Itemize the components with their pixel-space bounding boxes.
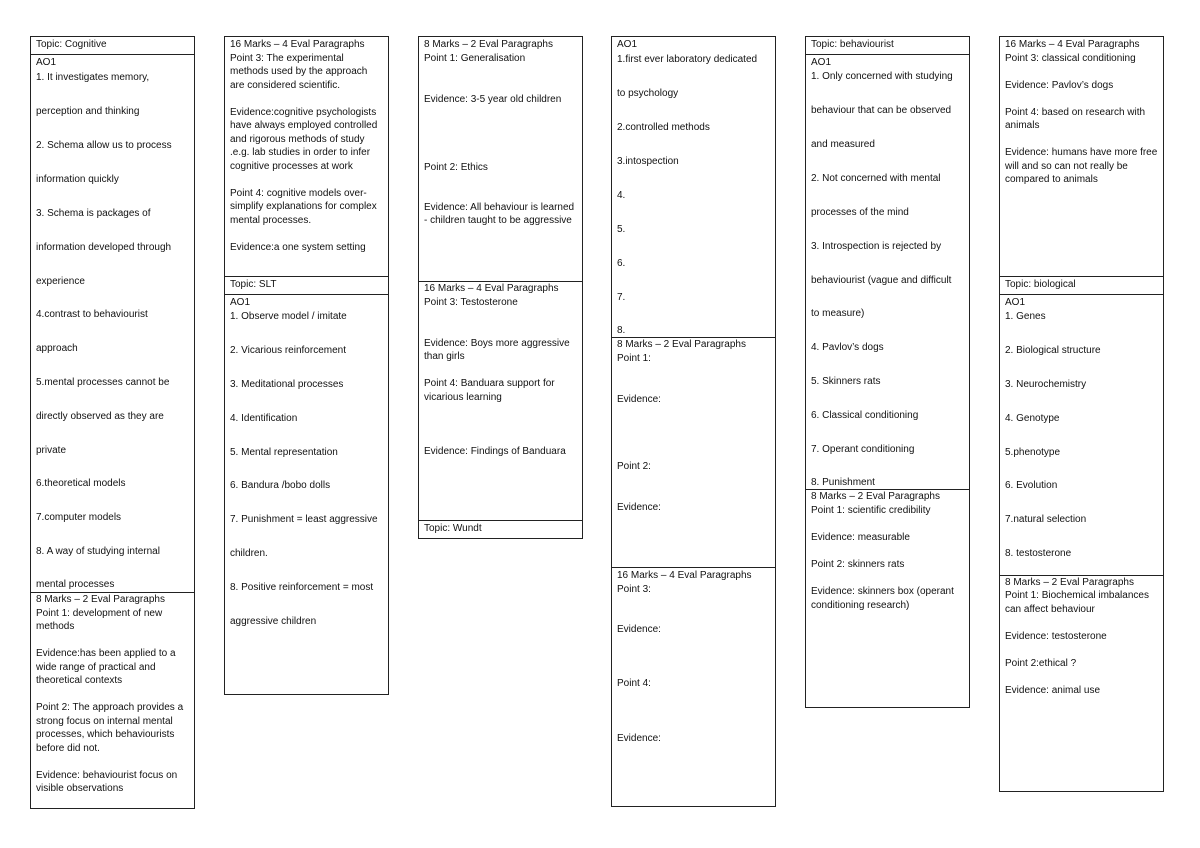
biological-ao1-line: 5.phenotype xyxy=(1005,447,1061,458)
biological-title: Topic: biological xyxy=(1005,279,1076,290)
slt-eval8-point: Point 2: Ethics xyxy=(424,162,488,173)
slt-eval8-evidence: Evidence: All behaviour is learned xyxy=(424,202,575,213)
behaviourist-ao1-label: AO1 xyxy=(811,57,832,68)
biological-ao1-line: 4. Genotype xyxy=(1005,413,1060,424)
behaviourist-eval-line: 8 Marks – 2 Eval Paragraphs xyxy=(811,491,940,502)
cognitive-eval16-line: .e.g. lab studies in order to infer xyxy=(230,147,371,158)
biological-ao1-line: 2. Biological structure xyxy=(1005,345,1101,356)
cognitive-eval16-line: simplify explanations for complex xyxy=(230,201,377,212)
biological-ao1-line: 1. Genes xyxy=(1005,311,1046,322)
slt-eval16-point: vicarious learning xyxy=(424,392,502,403)
cognitive-ao1-line: directly observed as they are xyxy=(36,411,164,422)
cognitive-eval-line: before did not. xyxy=(36,743,100,754)
cognitive-ao1-line: private xyxy=(36,445,67,456)
slt-eval8-evidence: Evidence: 3-5 year old children xyxy=(424,94,562,105)
behaviourist-ao1-line: processes of the mind xyxy=(811,207,909,218)
behaviourist-card xyxy=(805,36,970,708)
behaviourist-eval-line: Evidence: skinners box (operant xyxy=(811,586,954,597)
wundt-ao1-line: 3.intospection xyxy=(617,156,679,167)
behaviourist-eval16-line: Point 4: based on research with xyxy=(1005,107,1146,118)
cognitive-ao1-line: 5.mental processes cannot be xyxy=(36,377,170,388)
cognitive-eval-line: wide range of practical and xyxy=(36,662,156,673)
cognitive-eval-line: strong focus on internal mental xyxy=(36,716,173,727)
cognitive-ao1-line: experience xyxy=(36,276,85,287)
biological-eval-line: Point 2:ethical ? xyxy=(1005,658,1077,669)
wundt-eval16-header: 16 Marks – 4 Eval Paragraphs xyxy=(617,570,752,581)
slt-eval8-evidence: - children taught to be aggressive xyxy=(424,215,572,226)
behaviourist-eval16-line: compared to animals xyxy=(1005,174,1098,185)
cognitive-eval-line: theoretical contexts xyxy=(36,675,123,686)
cognitive-ao1-label: AO1 xyxy=(36,57,57,68)
behaviourist-eval16-line: Point 3: classical conditioning xyxy=(1005,53,1136,64)
cognitive-ao1-line: perception and thinking xyxy=(36,106,140,117)
slt-ao1-label: AO1 xyxy=(230,297,251,308)
wundt-eval16-evidence: Evidence: xyxy=(617,733,661,744)
cognitive-eval-line: processes, which behaviourists xyxy=(36,729,175,740)
behaviourist-eval16-line: animals xyxy=(1005,120,1040,131)
cognitive-eval-line: Point 1: development of new xyxy=(36,608,163,619)
behaviourist-eval-line: conditioning research) xyxy=(811,600,910,611)
slt-ao1-line: 2. Vicarious reinforcement xyxy=(230,345,346,356)
slt-eval8-header: 8 Marks – 2 Eval Paragraphs xyxy=(424,39,553,50)
divider xyxy=(419,281,582,282)
cognitive-eval16-line: Point 3: The experimental xyxy=(230,53,344,64)
wundt-ao1-line: 5. xyxy=(617,224,626,235)
wundt-eval8-point: Point 1: xyxy=(617,353,651,364)
wundt-eval8-header: 8 Marks – 2 Eval Paragraphs xyxy=(617,339,746,350)
slt-eval16-evidence: than girls xyxy=(424,351,465,362)
wundt-ao1-line: 7. xyxy=(617,292,626,303)
slt-ao1-line: 3. Meditational processes xyxy=(230,379,344,390)
biological-eval-line: Evidence: testosterone xyxy=(1005,631,1107,642)
behaviourist-title: Topic: behaviourist xyxy=(806,37,969,55)
behaviourist-ao1-line: 1. Only concerned with studying xyxy=(811,71,953,82)
wundt-ao1-line: 1.first ever laboratory dedicated xyxy=(617,54,758,65)
cognitive-eval16-line: Evidence:cognitive psychologists xyxy=(230,107,377,118)
behaviourist-ao1-line: behaviour that can be observed xyxy=(811,105,952,116)
behaviourist-eval-line: Point 1: scientific credibility xyxy=(811,505,931,516)
cognitive-title: Topic: Cognitive xyxy=(31,37,194,55)
slt-ao1-line: 4. Identification xyxy=(230,413,298,424)
wundt-eval8-point: Point 2: xyxy=(617,461,651,472)
slt-ao1-line: children. xyxy=(230,548,268,559)
divider xyxy=(612,567,775,568)
cognitive-eval-line: 8 Marks – 2 Eval Paragraphs xyxy=(36,594,165,605)
behaviourist-eval16-line: Evidence: humans have more free xyxy=(1005,147,1158,158)
cognitive-ao1-line: 1. It investigates memory, xyxy=(36,72,150,83)
slt-ao1-line: 6. Bandura /bobo dolls xyxy=(230,480,331,491)
cognitive-eval16-line: 16 Marks – 4 Eval Paragraphs xyxy=(230,39,365,50)
behaviourist-ao1-line: 5. Skinners rats xyxy=(811,376,881,387)
biological-eval-line: can affect behaviour xyxy=(1005,604,1095,615)
slt-eval16-evidence: Evidence: Findings of Banduara xyxy=(424,446,566,457)
biological-card xyxy=(999,36,1164,792)
cognitive-eval-line: Point 2: The approach provides a xyxy=(36,702,184,713)
divider xyxy=(419,520,582,521)
biological-ao1-line: 8. testosterone xyxy=(1005,548,1072,559)
divider xyxy=(1000,575,1163,576)
behaviourist-ao1-line: behaviourist (vague and difficult xyxy=(811,275,952,286)
wundt-card xyxy=(611,36,776,807)
cognitive-ao1-line: 8. A way of studying internal xyxy=(36,546,160,557)
behaviourist-ao1-line: 7. Operant conditioning xyxy=(811,444,915,455)
behaviourist-ao1-line: 2. Not concerned with mental xyxy=(811,173,941,184)
divider xyxy=(225,276,388,277)
wundt-eval8-evidence: Evidence: xyxy=(617,394,661,405)
cognitive-ao1-line: 2. Schema allow us to process xyxy=(36,140,172,151)
cognitive-eval-line: methods xyxy=(36,621,75,632)
behaviourist-eval-line: Point 2: skinners rats xyxy=(811,559,905,570)
biological-eval-line: Evidence: animal use xyxy=(1005,685,1101,696)
behaviourist-eval-line: Evidence: measurable xyxy=(811,532,910,543)
slt-eval-card xyxy=(418,36,583,539)
slt-eval16-evidence: Evidence: Boys more aggressive xyxy=(424,338,570,349)
cognitive-eval16-line: Evidence:a one system setting xyxy=(230,242,366,253)
wundt-eval16-point: Point 3: xyxy=(617,584,651,595)
cognitive-eval16-line: Point 4: cognitive models over- xyxy=(230,188,367,199)
wundt-eval16-evidence: Evidence: xyxy=(617,624,661,635)
cognitive-eval16-line: and rigorous methods of study xyxy=(230,134,365,145)
slt-ao1-line: aggressive children xyxy=(230,616,317,627)
divider xyxy=(1000,294,1163,295)
cognitive-eval16-line: are considered scientific. xyxy=(230,80,341,91)
wundt-eval16-point: Point 4: xyxy=(617,678,651,689)
wundt-ao1-line: 8. xyxy=(617,325,626,336)
biological-ao1-label: AO1 xyxy=(1005,297,1026,308)
divider xyxy=(806,489,969,490)
biological-ao1-line: 7.natural selection xyxy=(1005,514,1087,525)
slt-eval16-point: Point 3: Testosterone xyxy=(424,297,518,308)
slt-ao1-line: 5. Mental representation xyxy=(230,447,338,458)
behaviourist-ao1-line: and measured xyxy=(811,139,875,150)
wundt-ao1-line: 6. xyxy=(617,258,626,269)
cognitive-ao1-line: 3. Schema is packages of xyxy=(36,208,151,219)
wundt-title: Topic: Wundt xyxy=(424,523,482,534)
cognitive-ao1-line: approach xyxy=(36,343,78,354)
behaviourist-ao1-line: 4. Pavlov’s dogs xyxy=(811,342,884,353)
cognitive-ao1-line: 4.contrast to behaviourist xyxy=(36,309,148,320)
divider xyxy=(225,294,388,295)
slt-title: Topic: SLT xyxy=(230,279,277,290)
cognitive-eval16-line: cognitive processes at work xyxy=(230,161,353,172)
behaviourist-eval16-line: will and so can not really be xyxy=(1005,161,1128,172)
cognitive-ao1-line: mental processes xyxy=(36,579,115,590)
biological-ao1-line: 6. Evolution xyxy=(1005,480,1058,491)
wundt-ao1-line: 4. xyxy=(617,190,626,201)
wundt-eval8-evidence: Evidence: xyxy=(617,502,661,513)
wundt-ao1-line: 2.controlled methods xyxy=(617,122,710,133)
cognitive-eval16-line: have always employed controlled xyxy=(230,120,378,131)
behaviourist-ao1-line: 3. Introspection is rejected by xyxy=(811,241,942,252)
cognitive-eval16-line: methods used by the approach xyxy=(230,66,368,77)
behaviourist-ao1-line: 8. Punishment xyxy=(811,477,875,488)
wundt-ao1-line: to psychology xyxy=(617,88,679,99)
biological-eval-line: Point 1: Biochemical imbalances xyxy=(1005,590,1149,601)
behaviourist-ao1-line: 6. Classical conditioning xyxy=(811,410,919,421)
divider xyxy=(31,592,194,593)
behaviourist-ao1-line: to measure) xyxy=(811,308,865,319)
slt-ao1-line: 1. Observe model / imitate xyxy=(230,311,347,322)
slt-ao1-line: 7. Punishment = least aggressive xyxy=(230,514,378,525)
slt-ao1-line: 8. Positive reinforcement = most xyxy=(230,582,374,593)
behaviourist-eval16-line: 16 Marks – 4 Eval Paragraphs xyxy=(1005,39,1140,50)
wundt-ao1-label: AO1 xyxy=(617,39,638,50)
cognitive-ao1-line: 7.computer models xyxy=(36,512,122,523)
cognitive-eval-line: Evidence:has been applied to a xyxy=(36,648,176,659)
slt-eval16-point: Point 4: Banduara support for xyxy=(424,378,555,389)
biological-ao1-line: 3. Neurochemistry xyxy=(1005,379,1087,390)
cognitive-card xyxy=(30,36,195,809)
cognitive-ao1-line: information quickly xyxy=(36,174,119,185)
cognitive-ao1-line: 6.theoretical models xyxy=(36,478,126,489)
behaviourist-eval16-line: Evidence: Pavlov’s dogs xyxy=(1005,80,1114,91)
slt-eval8-point: Point 1: Generalisation xyxy=(424,53,526,64)
slt-eval16-header: 16 Marks – 4 Eval Paragraphs xyxy=(424,283,559,294)
divider xyxy=(612,337,775,338)
slt-card xyxy=(224,36,389,695)
divider xyxy=(1000,276,1163,277)
cognitive-eval-line: Evidence: behaviourist focus on xyxy=(36,770,178,781)
cognitive-eval16-line: mental processes. xyxy=(230,215,312,226)
cognitive-eval-line: visible observations xyxy=(36,783,124,794)
biological-eval-line: 8 Marks – 2 Eval Paragraphs xyxy=(1005,577,1134,588)
cognitive-ao1-line: information developed through xyxy=(36,242,172,253)
